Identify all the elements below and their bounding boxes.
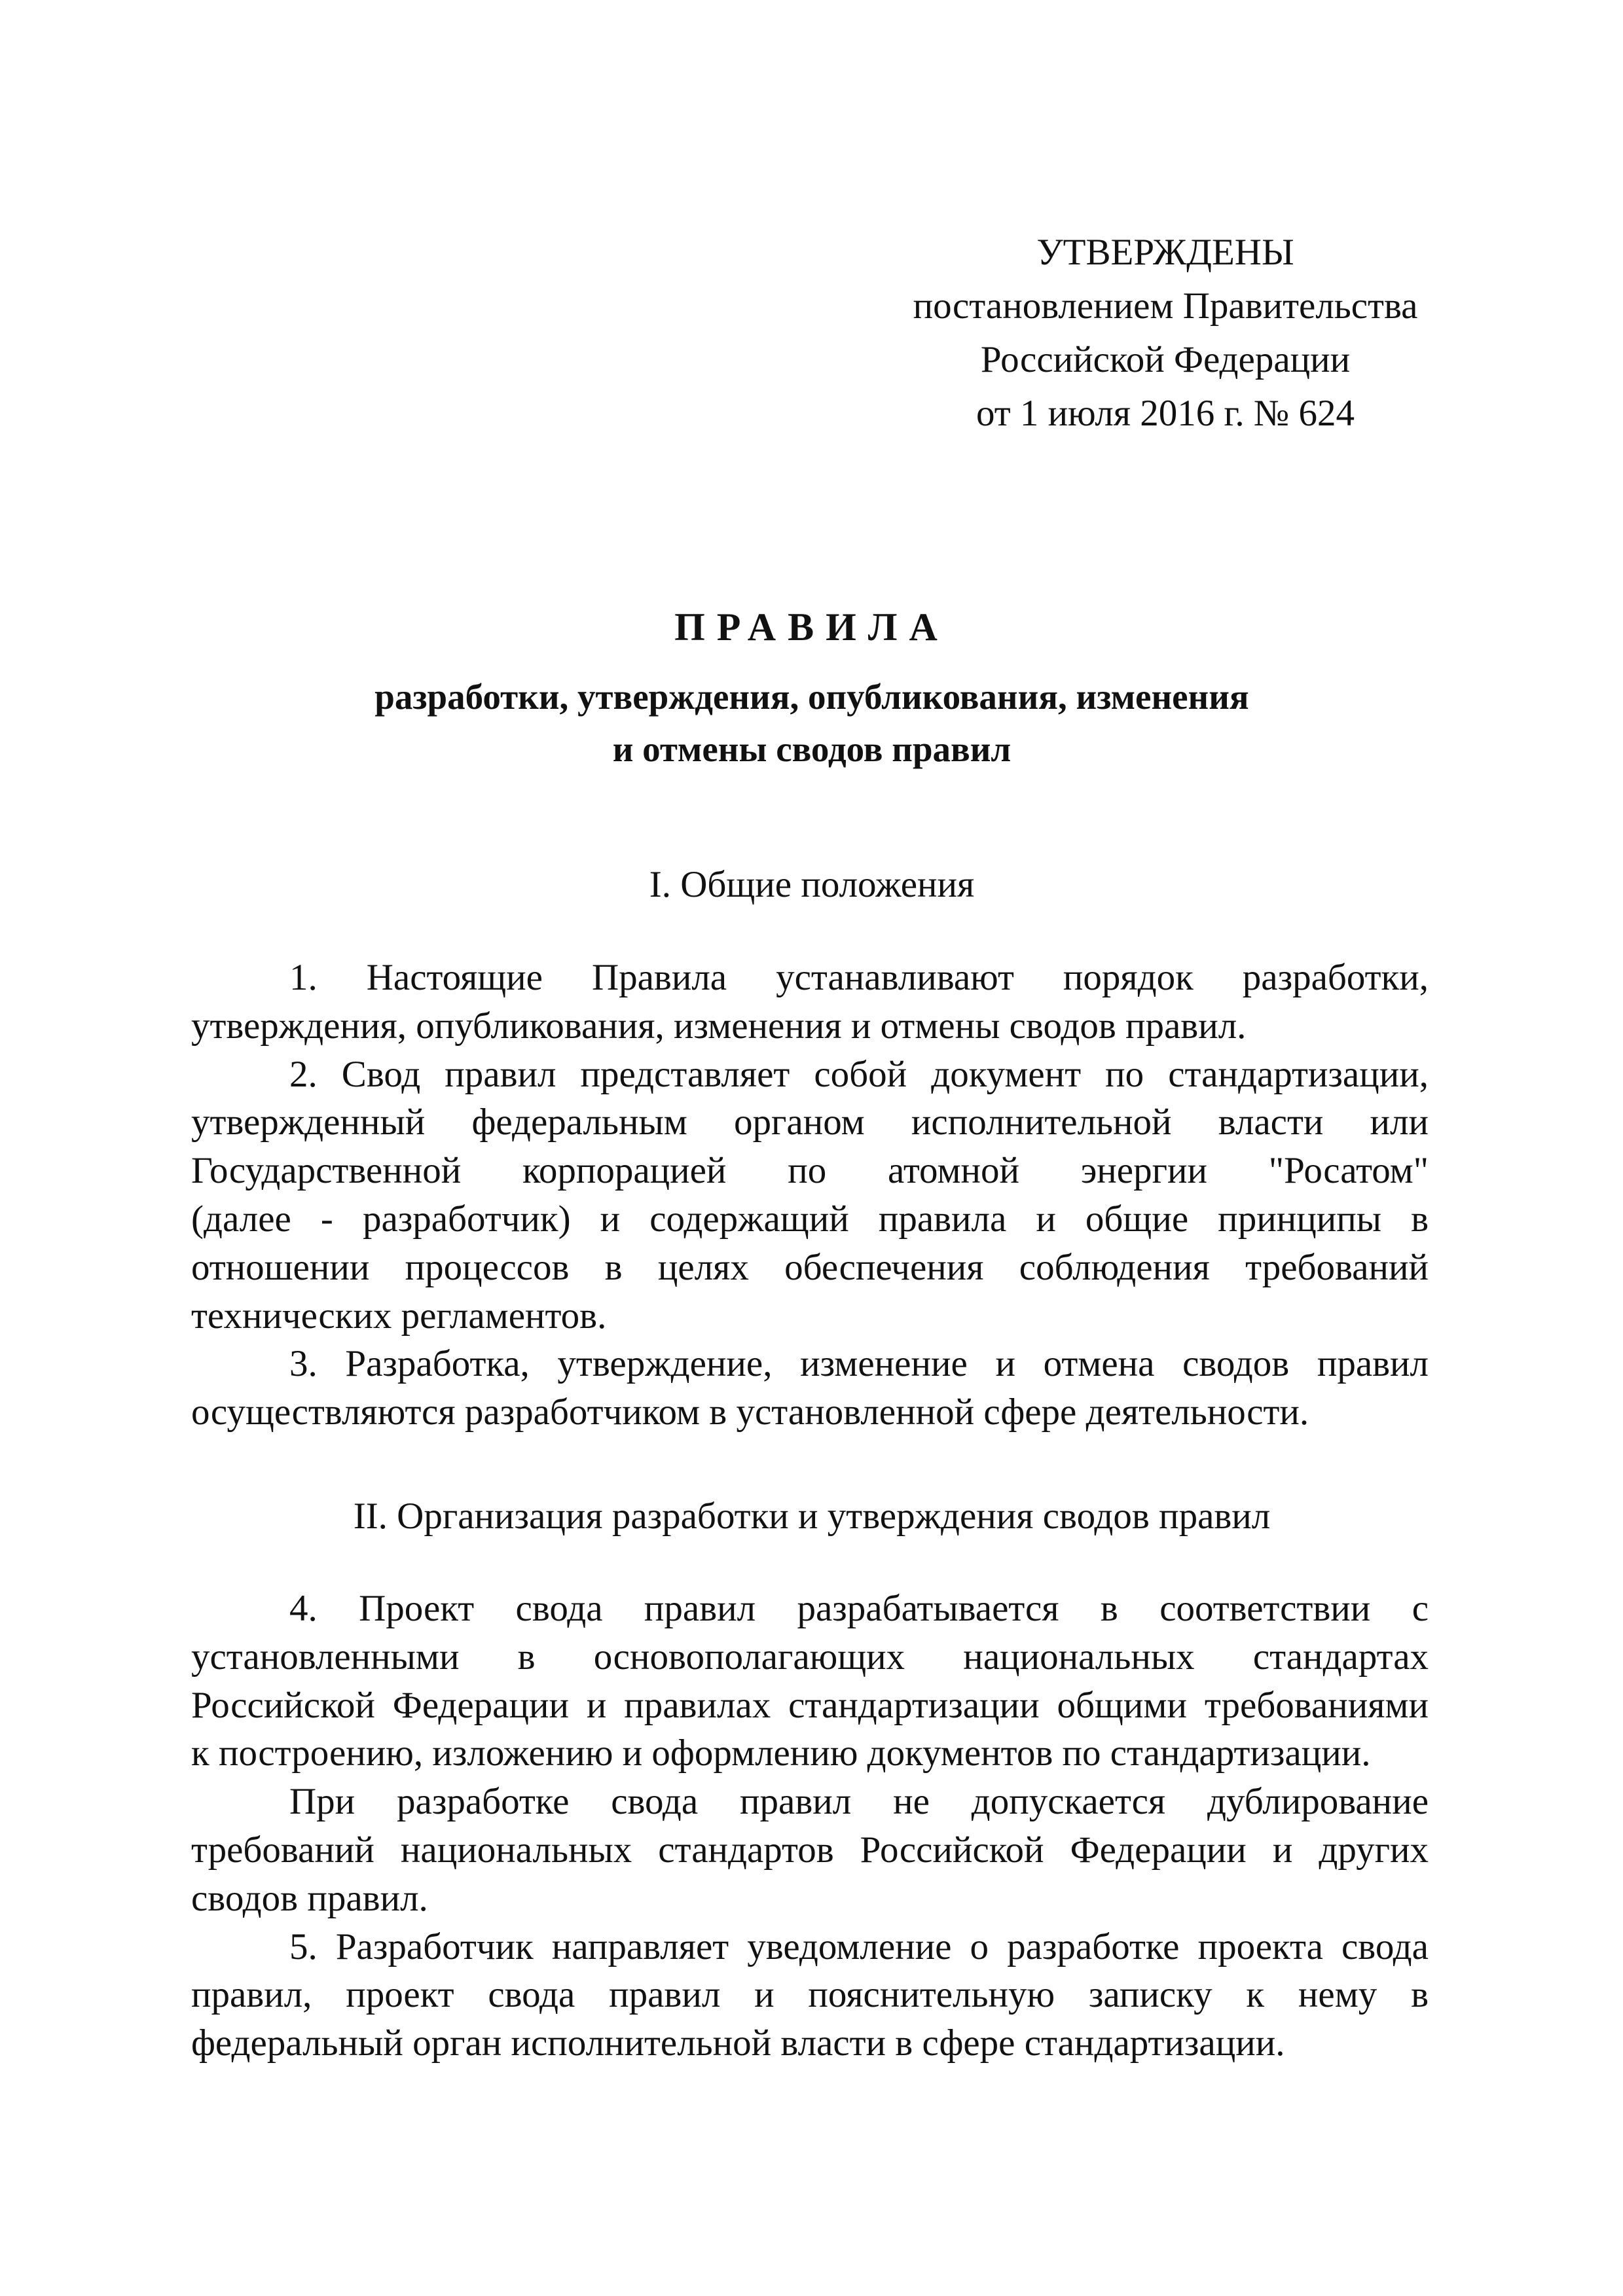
text-line: 1. Настоящие Правила устанавливают порядок разработки,: [289, 957, 1429, 998]
text-line: Государственной корпорацией по атомной энергии "Росатом": [191, 1150, 1429, 1192]
text-line: отношении процессов в целях обеспечения соблюдения требований: [191, 1246, 1429, 1288]
approval-government-line: Российской Федерации: [980, 339, 1351, 380]
approval-stamp-block: [871, 226, 1460, 440]
text-line: 3. Разработка, утверждение, изменение и отмена сводов правил: [289, 1343, 1429, 1385]
section-heading-organization: II. Организация разработки и утверждения сводов правил: [353, 1496, 1271, 1537]
text-line: 5. Разработчик направляет уведомление о разработке проекта свода: [289, 1926, 1429, 1967]
section-general-body: [191, 954, 1429, 1437]
text-line: установленными в основополагающих национальных стандартах: [191, 1636, 1429, 1677]
approval-date-number: от 1 июля 2016 г. № 624: [976, 393, 1355, 434]
text-line: Российской Федерации и правилах стандартизации общими требованиями: [191, 1684, 1429, 1726]
document-subtitle-line-2: и отмены сводов правил: [612, 729, 1012, 769]
section-heading-general: I. Общие положения: [649, 864, 975, 905]
text-line: 2. Свод правил представляет собой документ по стандартизации,: [289, 1053, 1429, 1095]
text-line: федеральный орган исполнительной власти в сфере стандартизации.: [191, 2022, 1285, 2064]
text-line: утвержденный федеральным органом исполнительной власти или: [191, 1102, 1429, 1143]
text-line: сводов правил.: [191, 1877, 428, 1919]
text-line: к построению, изложению и оформлению документов по стандартизации.: [191, 1732, 1371, 1774]
text-line: утверждения, опубликования, изменения и отмены сводов правил.: [191, 1005, 1247, 1047]
document-subtitle-line-1: разработки, утверждения, опубликования, изменения: [374, 677, 1249, 717]
approval-title: УТВЕРЖДЕНЫ: [1036, 232, 1294, 273]
document-title: ПРАВИЛА: [674, 605, 949, 649]
text-line: 4. Проект свода правил разрабатывается в соответствии с: [289, 1588, 1429, 1629]
text-line: При разработке свода правил не допускается дублирование: [289, 1781, 1429, 1823]
text-line: технических регламентов.: [191, 1295, 607, 1336]
approval-decree-line: постановлением Правительства: [913, 285, 1418, 327]
section-organization-body: [191, 1585, 1429, 2068]
text-line: требований национальных стандартов Российской Федерации и других: [191, 1829, 1429, 1871]
text-line: осуществляются разработчиком в установленной сфере деятельности.: [191, 1391, 1309, 1433]
text-line: правил, проект свода правил и пояснительную записку к нему в: [191, 1974, 1429, 2016]
document-subtitle: [190, 671, 1434, 776]
text-line: (далее - разработчик) и содержащий правила и общие принципы в: [191, 1198, 1429, 1240]
